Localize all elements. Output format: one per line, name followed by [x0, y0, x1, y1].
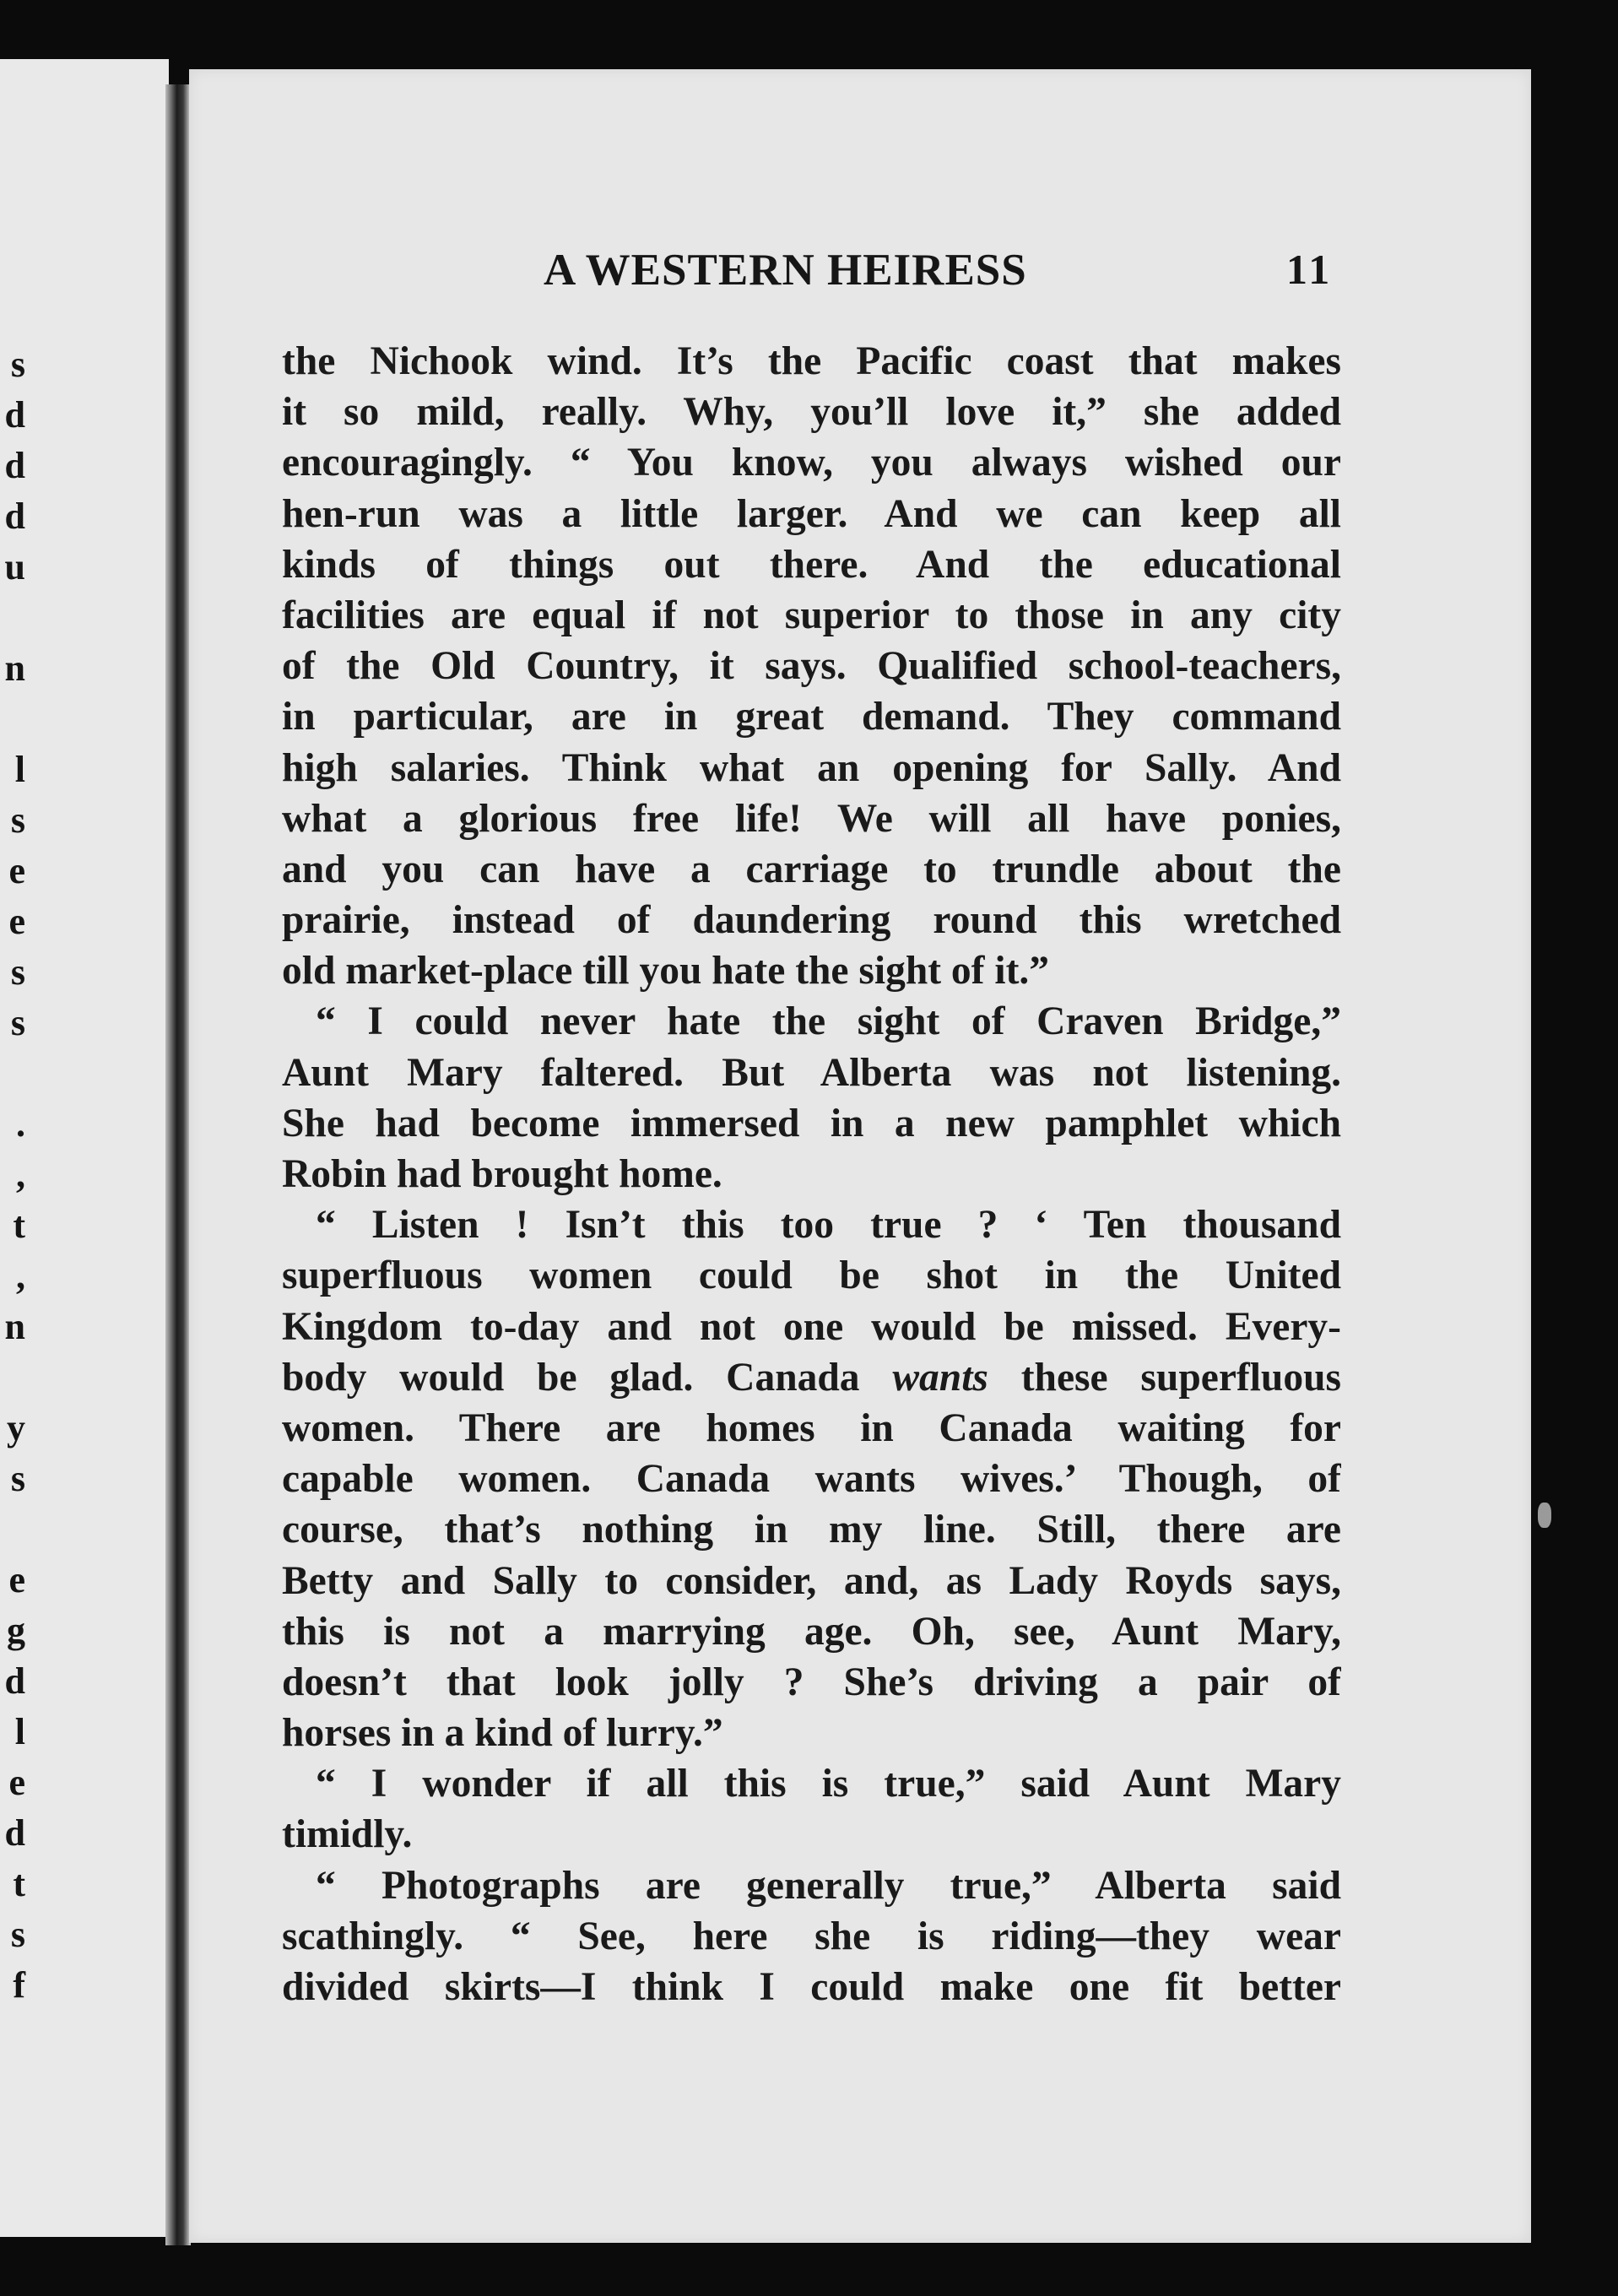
edge-letter: d: [4, 1660, 25, 1702]
left-page-cut-off-letters: [0, 59, 169, 2237]
text-fragment: body would be glad. Canada: [282, 1355, 893, 1400]
edge-letter: d: [4, 1812, 25, 1854]
edge-letter: s: [10, 344, 25, 385]
text-line: and you can have a carriage to trundle about the: [282, 847, 1341, 891]
text-line: superfluous women could be shot in the United: [282, 1254, 1341, 1298]
text-line: old market-place till you hate the sight of it.”: [282, 949, 1050, 994]
text-line: horses in a kind of lurry.”: [282, 1711, 723, 1756]
text-line: prairie, instead of daundering round this wretched: [282, 898, 1341, 943]
text-line: facilities are equal if not superior to those in any city: [282, 593, 1341, 637]
text-line: course, that’s nothing in my line. Still, there are: [282, 1508, 1341, 1552]
edge-letter: l: [14, 749, 25, 790]
edge-letter: s: [10, 951, 25, 993]
edge-letter: d: [4, 394, 25, 436]
edge-letter: e: [8, 850, 25, 891]
text-line: in particular, are in great demand. They command: [282, 695, 1341, 739]
text-line: the Nichook wind. It’s the Pacific coast that makes: [282, 339, 1341, 383]
page-edge-speck: [1538, 1503, 1551, 1528]
edge-letter: n: [4, 1306, 25, 1347]
text-line: kinds of things out there. And the educational: [282, 542, 1341, 587]
text-line: capable women. Canada wants wives.’ Though, of: [282, 1457, 1341, 1502]
edge-letter: s: [10, 1458, 25, 1499]
edge-letter: g: [7, 1610, 25, 1651]
running-head-title: A WESTERN HEIRESS: [544, 246, 1027, 295]
edge-letter: .: [16, 1103, 25, 1145]
text-line: what a glorious free life! We will all have ponies,: [282, 796, 1341, 841]
edge-letter: d: [4, 445, 25, 486]
page-number: 11: [1286, 246, 1334, 293]
text-line: [282, 1352, 1341, 1403]
text-line: “ I wonder if all this is true,” said Aunt Mary: [316, 1762, 1341, 1806]
text-line: high salaries. Think what an opening for Sally. And: [282, 745, 1341, 790]
edge-letter: n: [4, 647, 25, 689]
edge-letter: s: [10, 799, 25, 841]
text-line: “ Photographs are generally true,” Alberta said: [316, 1863, 1341, 1908]
text-line: it so mild, really. Why, you’ll love it,” she added: [282, 390, 1341, 435]
text-line: scathingly. “ See, here she is riding—they wear: [282, 1914, 1341, 1958]
left-facing-page: [0, 59, 169, 2237]
text-line: timidly.: [282, 1812, 413, 1857]
text-line: this is not a marrying age. Oh, see, Aunt Mary,: [282, 1609, 1341, 1654]
edge-letter: e: [8, 901, 25, 942]
edge-letter: u: [4, 546, 25, 588]
text-line: Aunt Mary faltered. But Alberta was not listening.: [282, 1050, 1341, 1095]
running-head: [189, 245, 1531, 312]
text-line: women. There are homes in Canada waiting for: [282, 1405, 1341, 1450]
body-text: [282, 336, 1341, 2012]
edge-letter: s: [10, 1002, 25, 1043]
edge-letter: f: [13, 1964, 25, 2006]
text-line: She had become immersed in a new pamphlet which: [282, 1101, 1341, 1145]
text-line: Robin had brought home.: [282, 1152, 722, 1196]
text-line: hen-run was a little larger. And we can keep all: [282, 491, 1341, 536]
edge-letter: s: [10, 1914, 25, 1955]
text-line: “ Listen ! Isn’t this too true ? ‘ Ten thousand: [316, 1203, 1341, 1248]
text-line: doesn’t that look jolly ? She’s driving a pair of: [282, 1660, 1341, 1704]
edge-letter: t: [13, 1863, 25, 1904]
italic-emphasis: wants: [892, 1355, 988, 1400]
text-line: encouragingly. “ You know, you always wished our: [282, 441, 1341, 485]
book-gutter-shadow: [165, 84, 191, 2245]
text-line: of the Old Country, it says. Qualified school-teachers,: [282, 644, 1341, 689]
edge-letter: e: [8, 1762, 25, 1803]
edge-letter: l: [14, 1711, 25, 1752]
book-page: [189, 69, 1531, 2243]
edge-letter: t: [13, 1205, 25, 1246]
edge-letter: ,: [16, 1255, 25, 1297]
text-line: “ I could never hate the sight of Craven Bridge,”: [316, 999, 1341, 1044]
text-line: divided skirts—I think I could make one fit better: [282, 1965, 1341, 2009]
text-line: Betty and Sally to consider, and, as Lady Royds says,: [282, 1558, 1341, 1603]
edge-letter: ,: [16, 1154, 25, 1195]
text-fragment: these superfluous: [988, 1355, 1341, 1400]
edge-letter: d: [4, 495, 25, 537]
edge-letter: e: [8, 1559, 25, 1600]
edge-letter: y: [7, 1407, 25, 1449]
text-line: Kingdom to-day and not one would be missed. Every-: [282, 1304, 1341, 1349]
